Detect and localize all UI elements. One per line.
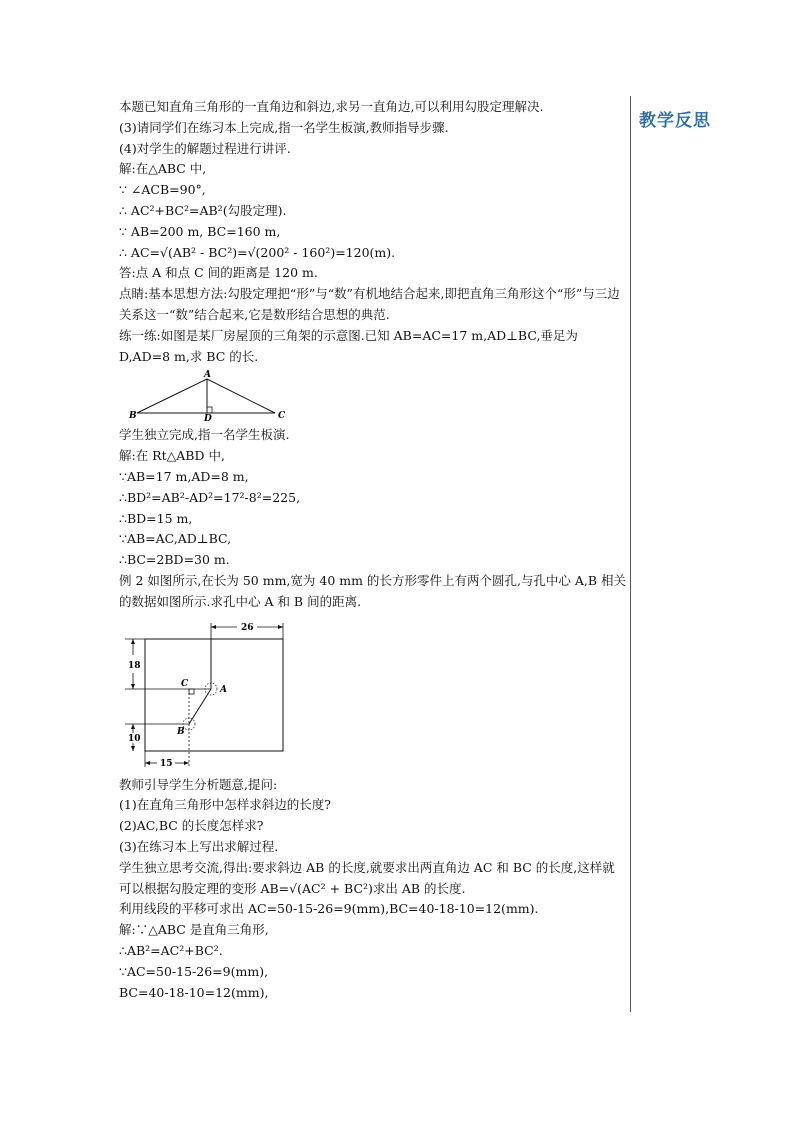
text-line: ∴BC=2BD=30 m.	[119, 552, 230, 568]
text-line: ∵AB=17 m,AD=8 m,	[119, 468, 249, 484]
text-line: BC=40-18-10=12(mm),	[119, 984, 269, 1000]
triangle-figure	[123, 369, 293, 421]
text-line: ∵ ∠ACB=90°,	[119, 182, 206, 198]
dim-15: 15	[160, 758, 173, 769]
text-line: (2)AC,BC 的长度怎样求?	[119, 818, 264, 834]
text-line: (4)对学生的解题过程进行讲评.	[119, 140, 291, 156]
text-line: 解:在△ABC 中,	[119, 161, 207, 177]
text-line: 学生独立完成,指一名学生板演.	[119, 427, 290, 443]
label-C: C	[278, 411, 286, 422]
text-line: ∵ AB=200 m, BC=160 m,	[119, 223, 281, 239]
text-line: ∴ AC²+BC²=AB²(勾股定理).	[119, 202, 287, 218]
text-line: ∴BD²=AB²-AD²=17²-8²=225,	[119, 489, 301, 505]
label-D: D	[204, 414, 212, 422]
text-line: ∵AB=AC,AD⊥BC,	[119, 531, 232, 547]
text-paragraph: 练一练:如图是某厂房屋顶的三角架的示意图.已知 AB=AC=17 m,AD⊥BC,垂足为 D,AD=8 m,求 BC 的长.	[119, 327, 578, 364]
text-line: (3)在练习本上写出求解过程.	[119, 838, 279, 854]
teaching-reflection-title: 教学反思	[639, 111, 711, 131]
label-A: A	[220, 684, 227, 695]
text-line: 解:∵△ABC 是直角三角形,	[119, 922, 269, 938]
text-line: ∴AB²=AC²+BC².	[119, 942, 223, 958]
text-line: 解:在 Rt△ABD 中,	[119, 448, 225, 464]
text-paragraph: 点睛:基本思想方法:勾股定理把“形”与“数”有机地结合起来,即把直角三角形这个“形”与三边关系这一“数”结合起来,它是数形结合思想的典范.	[119, 286, 620, 322]
text-line: 利用线段的平移可求出 AC=50-15-26=9(mm),BC=40-18-10=12(mm).	[119, 901, 539, 917]
text-line: ∵AC=50-15-26=9(mm),	[119, 963, 269, 979]
main-content	[119, 97, 627, 1003]
label-B: B	[129, 411, 137, 422]
text-paragraph: 例 2 如图所示,在长为 50 mm,宽为 40 mm 的长方形零件上有两个圆孔,与孔中心 A,B 相关的数据如图所示.求孔中心 A 和 B 间的距离.	[119, 572, 627, 609]
text-line: (3)请同学们在练习本上完成,指一名学生板演,教师指导步骤.	[119, 119, 449, 135]
label-C: C	[181, 678, 189, 689]
label-A: A	[204, 370, 211, 381]
column-divider	[630, 96, 631, 1012]
dim-26: 26	[241, 622, 254, 633]
text-line: ∴ AC=√(AB² - BC²)=√(200² - 160²)=120(m).	[119, 244, 396, 260]
text-line: ∴BD=15 m,	[119, 510, 193, 526]
text-line: (1)在直角三角形中怎样求斜边的长度?	[119, 797, 331, 813]
text-line: 本题已知直角三角形的一直角边和斜边,求另一直角边,可以利用勾股定理解决.	[119, 99, 544, 114]
dim-10: 10	[128, 733, 141, 744]
label-B: B	[177, 726, 185, 737]
text-line: 教师引导学生分析题意,提问:	[119, 776, 278, 792]
text-line: 答:点 A 和点 C 间的距离是 120 m.	[119, 265, 318, 281]
text-paragraph: 学生独立思考交流,得出:要求斜边 AB 的长度,就要求出两直角边 AC 和 BC 的长度,这样就可以根据勾股定理的变形 AB=√(AC² + BC²)求出 AB 的长度.	[119, 859, 615, 896]
dim-18: 18	[128, 660, 141, 671]
rectangle-part-figure	[119, 617, 294, 769]
